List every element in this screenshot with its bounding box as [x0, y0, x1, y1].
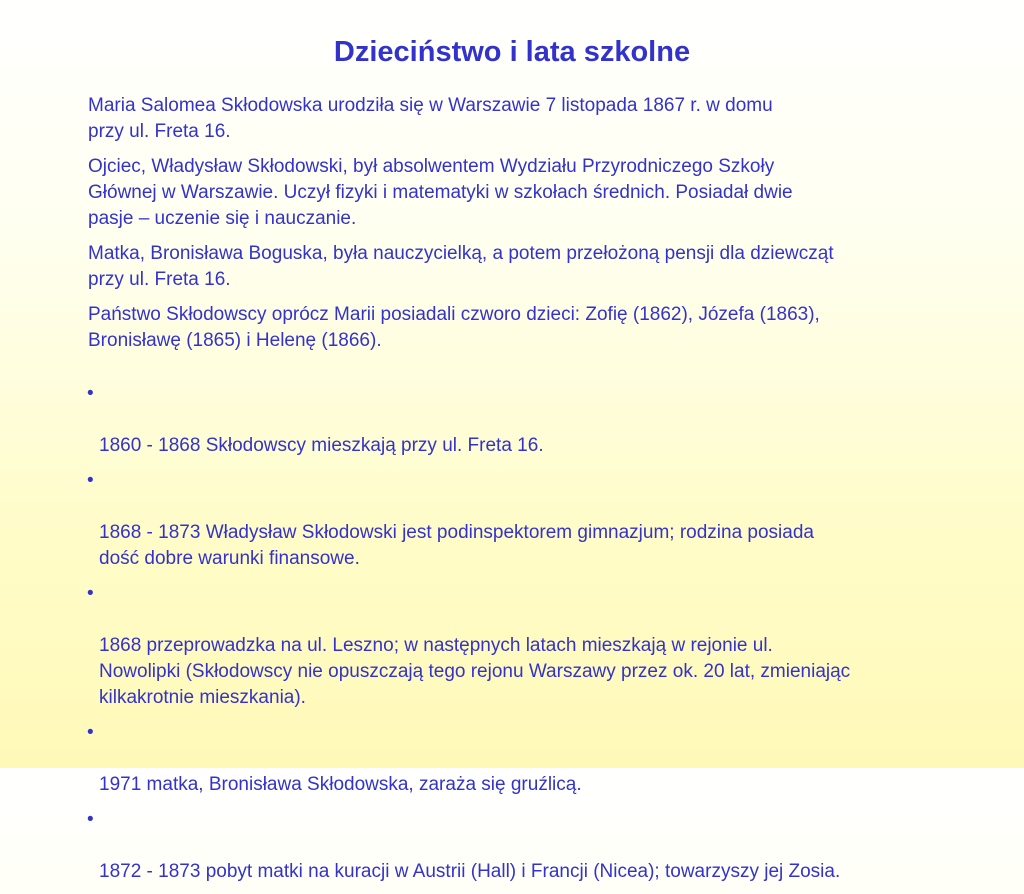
bullet-icon: •	[87, 470, 94, 491]
timeline-list	[88, 381, 1008, 885]
slide-title: Dzieciństwo i lata szkolne	[333, 36, 691, 68]
timeline-item-text: 1868 - 1873 Władysław Skłodowski jest podinspektorem gimnazjum; rodzina posiada dość dobre warunki finansowe.	[99, 522, 814, 569]
timeline-item	[87, 581, 1008, 711]
timeline-item	[87, 720, 1008, 798]
bullet-icon: •	[87, 809, 94, 830]
timeline-item-text: 1971 matka, Bronisława Skłodowska, zaraża się gruźlicą.	[99, 774, 582, 795]
paragraph-birth: Maria Salomea Skłodowska urodziła się w Warszawie 7 listopada 1867 r. w domu przy ul. Freta 16.	[88, 95, 773, 142]
slide-body	[88, 93, 1008, 894]
section-spacer	[88, 363, 1008, 381]
timeline-item-text: 1868 przeprowadzka na ul. Leszno; w następnych latach mieszkają w rejonie ul. Nowolipki (Skłodowscy nie opuszczają tego rejonu Warszawy przez ok. 20 lat, zmieniając kilkakrotnie mieszkania).	[99, 635, 851, 708]
paragraph-father: Ojciec, Władysław Skłodowski, był absolwentem Wydziału Przyrodniczego Szkoły Głównej w Warszawie. Uczył fizyki i matematyki w szkołach średnich. Posiadał dwie pasje – uczenie się i nauczanie.	[88, 156, 793, 229]
paragraph-siblings: Państwo Skłodowscy oprócz Marii posiadali czworo dzieci: Zofię (1862), Józefa (1863), Bronisławę (1865) i Helenę (1866).	[88, 304, 820, 351]
paragraph-mother: Matka, Bronisława Boguska, była nauczycielką, a potem przełożoną pensji dla dziewcząt przy ul. Freta 16.	[88, 243, 834, 290]
timeline-item	[87, 468, 1008, 572]
bullet-icon: •	[87, 583, 94, 604]
timeline-item	[87, 807, 1008, 885]
timeline-item-text: 1872 - 1873 pobyt matki na kuracji w Austrii (Hall) i Francji (Nicea); towarzyszy jej Zosia.	[99, 861, 841, 882]
timeline-item	[87, 381, 1008, 459]
bullet-icon: •	[87, 383, 94, 404]
timeline-item-text: 1860 - 1868 Skłodowscy mieszkają przy ul. Freta 16.	[99, 435, 544, 456]
bullet-icon: •	[87, 722, 94, 743]
